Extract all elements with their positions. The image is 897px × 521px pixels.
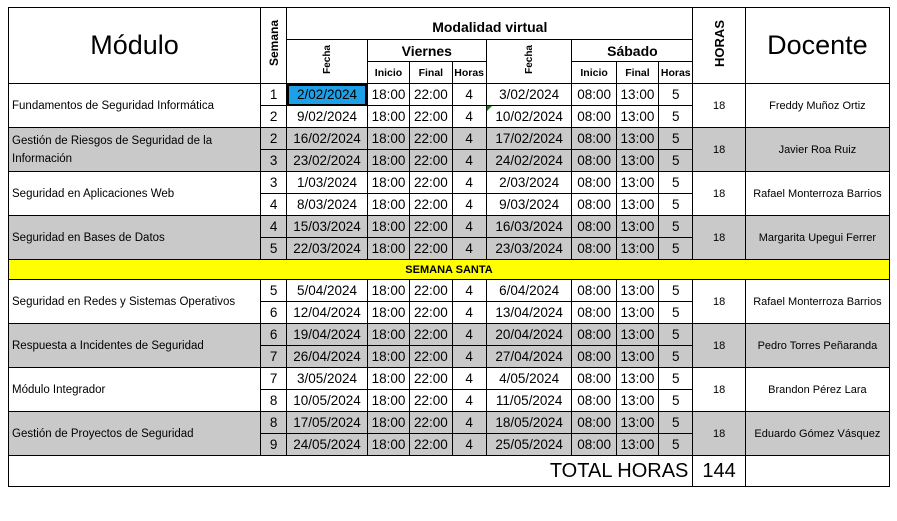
sat-final-header: Final bbox=[616, 62, 658, 84]
module-name-cell[interactable]: Gestión de Proyectos de Seguridad bbox=[9, 412, 261, 456]
fri-date-cell[interactable]: 2/02/2024 bbox=[287, 84, 368, 106]
sat-hours-cell[interactable]: 5 bbox=[659, 84, 693, 106]
fri-start-cell[interactable]: 18:00 bbox=[367, 172, 409, 194]
teacher-cell[interactable]: Rafael Monterroza Barrios bbox=[745, 172, 889, 216]
sat-start-cell[interactable]: 08:00 bbox=[572, 390, 616, 412]
module-name-cell[interactable]: Gestión de Riesgos de Seguridad de la Información bbox=[9, 128, 261, 172]
fri-hours-cell[interactable]: 4 bbox=[452, 390, 486, 412]
teacher-cell[interactable]: Freddy Muñoz Ortiz bbox=[745, 84, 889, 128]
docente-header: Docente bbox=[745, 8, 889, 84]
fri-end-cell[interactable]: 22:00 bbox=[410, 412, 452, 434]
semana-header: Semana bbox=[261, 8, 287, 84]
semana-cell[interactable]: 6 bbox=[261, 302, 287, 324]
module-hours-cell[interactable]: 18 bbox=[693, 280, 745, 324]
fri-start-cell[interactable]: 18:00 bbox=[367, 412, 409, 434]
sat-hours-cell[interactable]: 5 bbox=[659, 194, 693, 216]
fri-end-cell[interactable]: 22:00 bbox=[410, 302, 452, 324]
sat-date-cell[interactable]: 20/04/2024 bbox=[486, 324, 572, 346]
fri-date-cell[interactable]: 16/02/2024 bbox=[287, 128, 368, 150]
fri-start-cell[interactable]: 18:00 bbox=[367, 128, 409, 150]
sat-date-cell[interactable]: 10/02/2024 bbox=[486, 106, 572, 128]
module-name-cell[interactable]: Seguridad en Bases de Datos bbox=[9, 216, 261, 260]
sat-hours-cell[interactable]: 5 bbox=[659, 390, 693, 412]
module-hours-cell[interactable]: 18 bbox=[693, 84, 745, 128]
fri-end-cell[interactable]: 22:00 bbox=[410, 84, 452, 106]
sat-horas-header: Horas bbox=[659, 62, 693, 84]
fri-end-cell[interactable]: 22:00 bbox=[410, 324, 452, 346]
sat-end-cell[interactable]: 13:00 bbox=[616, 434, 658, 456]
fri-end-cell[interactable]: 22:00 bbox=[410, 128, 452, 150]
table-row bbox=[9, 368, 890, 390]
fri-end-cell[interactable]: 22:00 bbox=[410, 150, 452, 172]
semana-cell[interactable]: 6 bbox=[261, 324, 287, 346]
fri-date-cell[interactable]: 8/03/2024 bbox=[287, 194, 368, 216]
fri-end-cell[interactable]: 22:00 bbox=[410, 368, 452, 390]
fri-start-cell[interactable]: 18:00 bbox=[367, 106, 409, 128]
fri-hours-cell[interactable]: 4 bbox=[452, 238, 486, 260]
semana-cell[interactable]: 7 bbox=[261, 368, 287, 390]
sat-date-cell[interactable]: 18/05/2024 bbox=[486, 412, 572, 434]
sat-inicio-header: Inicio bbox=[572, 62, 616, 84]
fri-date-cell[interactable]: 5/04/2024 bbox=[287, 280, 368, 302]
sat-hours-cell[interactable]: 5 bbox=[659, 106, 693, 128]
sat-hours-cell[interactable]: 5 bbox=[659, 238, 693, 260]
sat-end-cell[interactable]: 13:00 bbox=[616, 84, 658, 106]
schedule-table bbox=[8, 7, 890, 487]
sat-date-cell[interactable]: 13/04/2024 bbox=[486, 302, 572, 324]
sat-start-cell[interactable]: 08:00 bbox=[572, 280, 616, 302]
sat-start-cell[interactable]: 08:00 bbox=[572, 302, 616, 324]
sat-date-cell[interactable]: 3/02/2024 bbox=[486, 84, 572, 106]
fri-start-cell[interactable]: 18:00 bbox=[367, 238, 409, 260]
fri-hours-cell[interactable]: 4 bbox=[452, 106, 486, 128]
sat-hours-cell[interactable]: 5 bbox=[659, 172, 693, 194]
sat-date-cell[interactable]: 9/03/2024 bbox=[486, 194, 572, 216]
fri-end-cell[interactable]: 22:00 bbox=[410, 434, 452, 456]
sat-start-cell[interactable]: 08:00 bbox=[572, 150, 616, 172]
teacher-cell[interactable]: Eduardo Gómez Vásquez bbox=[745, 412, 889, 456]
sat-hours-cell[interactable]: 5 bbox=[659, 302, 693, 324]
sat-date-cell[interactable]: 4/05/2024 bbox=[486, 368, 572, 390]
fri-hours-cell[interactable]: 4 bbox=[452, 128, 486, 150]
sat-end-cell[interactable]: 13:00 bbox=[616, 238, 658, 260]
fri-date-cell[interactable]: 22/03/2024 bbox=[287, 238, 368, 260]
total-hours-value[interactable]: 144 bbox=[693, 456, 745, 487]
semana-cell[interactable]: 9 bbox=[261, 434, 287, 456]
teacher-cell[interactable]: Pedro Torres Peñaranda bbox=[745, 324, 889, 368]
sat-end-cell[interactable]: 13:00 bbox=[616, 280, 658, 302]
sat-start-cell[interactable]: 08:00 bbox=[572, 84, 616, 106]
module-name-cell[interactable]: Respuesta a Incidentes de Seguridad bbox=[9, 324, 261, 368]
sat-hours-cell[interactable]: 5 bbox=[659, 412, 693, 434]
fri-start-cell[interactable]: 18:00 bbox=[367, 194, 409, 216]
fri-end-cell[interactable]: 22:00 bbox=[410, 106, 452, 128]
teacher-cell[interactable]: Margarita Upegui Ferrer bbox=[745, 216, 889, 260]
module-hours-cell[interactable]: 18 bbox=[693, 368, 745, 412]
semana-cell[interactable]: 4 bbox=[261, 194, 287, 216]
fri-hours-cell[interactable]: 4 bbox=[452, 280, 486, 302]
table-row bbox=[9, 324, 890, 346]
semana-santa-row bbox=[9, 260, 890, 280]
sat-start-cell[interactable]: 08:00 bbox=[572, 128, 616, 150]
table-row bbox=[9, 216, 890, 238]
fri-hours-cell[interactable]: 4 bbox=[452, 84, 486, 106]
fri-start-cell[interactable]: 18:00 bbox=[367, 84, 409, 106]
semana-cell[interactable]: 3 bbox=[261, 150, 287, 172]
semana-cell[interactable]: 2 bbox=[261, 128, 287, 150]
fri-inicio-header: Inicio bbox=[367, 62, 409, 84]
sat-hours-cell[interactable]: 5 bbox=[659, 280, 693, 302]
fri-date-cell[interactable]: 3/05/2024 bbox=[287, 368, 368, 390]
total-hours-label: TOTAL HORAS bbox=[9, 456, 693, 487]
sat-end-cell[interactable]: 13:00 bbox=[616, 390, 658, 412]
sat-end-cell[interactable]: 13:00 bbox=[616, 150, 658, 172]
fri-hours-cell[interactable]: 4 bbox=[452, 150, 486, 172]
table-row bbox=[9, 280, 890, 302]
fri-final-header: Final bbox=[410, 62, 452, 84]
fri-date-cell[interactable]: 1/03/2024 bbox=[287, 172, 368, 194]
sat-end-cell[interactable]: 13:00 bbox=[616, 172, 658, 194]
fri-end-cell[interactable]: 22:00 bbox=[410, 216, 452, 238]
fri-hours-cell[interactable]: 4 bbox=[452, 412, 486, 434]
sat-date-cell[interactable]: 11/05/2024 bbox=[486, 390, 572, 412]
fri-hours-cell[interactable]: 4 bbox=[452, 324, 486, 346]
semana-cell[interactable]: 4 bbox=[261, 216, 287, 238]
semana-cell[interactable]: 2 bbox=[261, 106, 287, 128]
semana-cell[interactable]: 1 bbox=[261, 84, 287, 106]
fri-start-cell[interactable]: 18:00 bbox=[367, 324, 409, 346]
sat-hours-cell[interactable]: 5 bbox=[659, 128, 693, 150]
module-name-cell[interactable]: Seguridad en Aplicaciones Web bbox=[9, 172, 261, 216]
fri-end-cell[interactable]: 22:00 bbox=[410, 238, 452, 260]
teacher-cell[interactable]: Javier Roa Ruiz bbox=[745, 128, 889, 172]
fri-hours-cell[interactable]: 4 bbox=[452, 434, 486, 456]
sat-start-cell[interactable]: 08:00 bbox=[572, 324, 616, 346]
sat-end-cell[interactable]: 13:00 bbox=[616, 128, 658, 150]
sat-end-cell[interactable]: 13:00 bbox=[616, 368, 658, 390]
fri-end-cell[interactable]: 22:00 bbox=[410, 194, 452, 216]
module-hours-cell[interactable]: 18 bbox=[693, 324, 745, 368]
fri-date-cell[interactable]: 10/05/2024 bbox=[287, 390, 368, 412]
module-hours-cell[interactable]: 18 bbox=[693, 172, 745, 216]
fri-start-cell[interactable]: 18:00 bbox=[367, 434, 409, 456]
fri-hours-cell[interactable]: 4 bbox=[452, 368, 486, 390]
sat-fecha-header: Fecha bbox=[486, 40, 572, 84]
sat-date-cell[interactable]: 16/03/2024 bbox=[486, 216, 572, 238]
sat-start-cell[interactable]: 08:00 bbox=[572, 216, 616, 238]
semana-cell[interactable]: 8 bbox=[261, 412, 287, 434]
sat-end-cell[interactable]: 13:00 bbox=[616, 412, 658, 434]
fri-end-cell[interactable]: 22:00 bbox=[410, 346, 452, 368]
total-empty-cell[interactable] bbox=[745, 456, 889, 487]
sat-date-cell[interactable]: 2/03/2024 bbox=[486, 172, 572, 194]
semana-cell[interactable]: 5 bbox=[261, 238, 287, 260]
semana-cell[interactable]: 5 bbox=[261, 280, 287, 302]
fri-start-cell[interactable]: 18:00 bbox=[367, 346, 409, 368]
fri-date-cell[interactable]: 15/03/2024 bbox=[287, 216, 368, 238]
fri-end-cell[interactable]: 22:00 bbox=[410, 172, 452, 194]
module-name-cell[interactable]: Módulo Integrador bbox=[9, 368, 261, 412]
total-row bbox=[9, 456, 890, 487]
fri-start-cell[interactable]: 18:00 bbox=[367, 280, 409, 302]
module-name-cell[interactable]: Fundamentos de Seguridad Informática bbox=[9, 84, 261, 128]
teacher-cell[interactable]: Rafael Monterroza Barrios bbox=[745, 280, 889, 324]
sat-date-cell[interactable]: 24/02/2024 bbox=[486, 150, 572, 172]
modulo-header: Módulo bbox=[9, 8, 261, 84]
semana-cell[interactable]: 7 bbox=[261, 346, 287, 368]
sat-end-cell[interactable]: 13:00 bbox=[616, 216, 658, 238]
fri-end-cell[interactable]: 22:00 bbox=[410, 280, 452, 302]
fri-start-cell[interactable]: 18:00 bbox=[367, 302, 409, 324]
sat-start-cell[interactable]: 08:00 bbox=[572, 368, 616, 390]
sat-date-cell[interactable]: 25/05/2024 bbox=[486, 434, 572, 456]
sat-hours-cell[interactable]: 5 bbox=[659, 150, 693, 172]
sat-end-cell[interactable]: 13:00 bbox=[616, 194, 658, 216]
fri-hours-cell[interactable]: 4 bbox=[452, 172, 486, 194]
sat-date-cell[interactable]: 27/04/2024 bbox=[486, 346, 572, 368]
module-name-cell[interactable]: Seguridad en Redes y Sistemas Operativos bbox=[9, 280, 261, 324]
fri-date-cell[interactable]: 12/04/2024 bbox=[287, 302, 368, 324]
fri-date-cell[interactable]: 24/05/2024 bbox=[287, 434, 368, 456]
semana-cell[interactable]: 3 bbox=[261, 172, 287, 194]
sat-end-cell[interactable]: 13:00 bbox=[616, 302, 658, 324]
sat-hours-cell[interactable]: 5 bbox=[659, 368, 693, 390]
fri-date-cell[interactable]: 26/04/2024 bbox=[287, 346, 368, 368]
module-hours-cell[interactable]: 18 bbox=[693, 412, 745, 456]
fri-fecha-header: Fecha bbox=[287, 40, 368, 84]
sat-date-cell[interactable]: 6/04/2024 bbox=[486, 280, 572, 302]
sat-hours-cell[interactable]: 5 bbox=[659, 346, 693, 368]
sat-end-cell[interactable]: 13:00 bbox=[616, 324, 658, 346]
teacher-cell[interactable]: Brandon Pérez Lara bbox=[745, 368, 889, 412]
module-hours-cell[interactable]: 18 bbox=[693, 216, 745, 260]
table-row bbox=[9, 84, 890, 106]
fri-hours-cell[interactable]: 4 bbox=[452, 194, 486, 216]
sat-start-cell[interactable]: 08:00 bbox=[572, 434, 616, 456]
fri-date-cell[interactable]: 19/04/2024 bbox=[287, 324, 368, 346]
sat-hours-cell[interactable]: 5 bbox=[659, 434, 693, 456]
semana-cell[interactable]: 8 bbox=[261, 390, 287, 412]
fri-date-cell[interactable]: 17/05/2024 bbox=[287, 412, 368, 434]
sat-hours-cell[interactable]: 5 bbox=[659, 216, 693, 238]
sat-hours-cell[interactable]: 5 bbox=[659, 324, 693, 346]
sat-start-cell[interactable]: 08:00 bbox=[572, 238, 616, 260]
sat-end-cell[interactable]: 13:00 bbox=[616, 106, 658, 128]
fri-date-cell[interactable]: 23/02/2024 bbox=[287, 150, 368, 172]
fri-start-cell[interactable]: 18:00 bbox=[367, 216, 409, 238]
fri-start-cell[interactable]: 18:00 bbox=[367, 368, 409, 390]
table-row bbox=[9, 412, 890, 434]
module-hours-cell[interactable]: 18 bbox=[693, 128, 745, 172]
sat-start-cell[interactable]: 08:00 bbox=[572, 346, 616, 368]
fri-hours-cell[interactable]: 4 bbox=[452, 302, 486, 324]
horas-header: HORAS bbox=[693, 8, 745, 84]
table-row bbox=[9, 172, 890, 194]
semana-santa-label: SEMANA SANTA bbox=[9, 260, 890, 280]
sat-end-cell[interactable]: 13:00 bbox=[616, 346, 658, 368]
fri-date-cell[interactable]: 9/02/2024 bbox=[287, 106, 368, 128]
sat-date-cell[interactable]: 17/02/2024 bbox=[486, 128, 572, 150]
modalidad-header: Modalidad virtual bbox=[287, 8, 693, 40]
sat-start-cell[interactable]: 08:00 bbox=[572, 194, 616, 216]
fri-end-cell[interactable]: 22:00 bbox=[410, 390, 452, 412]
sat-start-cell[interactable]: 08:00 bbox=[572, 106, 616, 128]
sat-start-cell[interactable]: 08:00 bbox=[572, 412, 616, 434]
fri-start-cell[interactable]: 18:00 bbox=[367, 390, 409, 412]
fri-hours-cell[interactable]: 4 bbox=[452, 346, 486, 368]
sat-date-cell[interactable]: 23/03/2024 bbox=[486, 238, 572, 260]
fri-horas-header: Horas bbox=[452, 62, 486, 84]
fri-hours-cell[interactable]: 4 bbox=[452, 216, 486, 238]
sabado-header: Sábado bbox=[572, 40, 693, 62]
sat-start-cell[interactable]: 08:00 bbox=[572, 172, 616, 194]
fri-start-cell[interactable]: 18:00 bbox=[367, 150, 409, 172]
table-row bbox=[9, 128, 890, 150]
viernes-header: Viernes bbox=[367, 40, 486, 62]
